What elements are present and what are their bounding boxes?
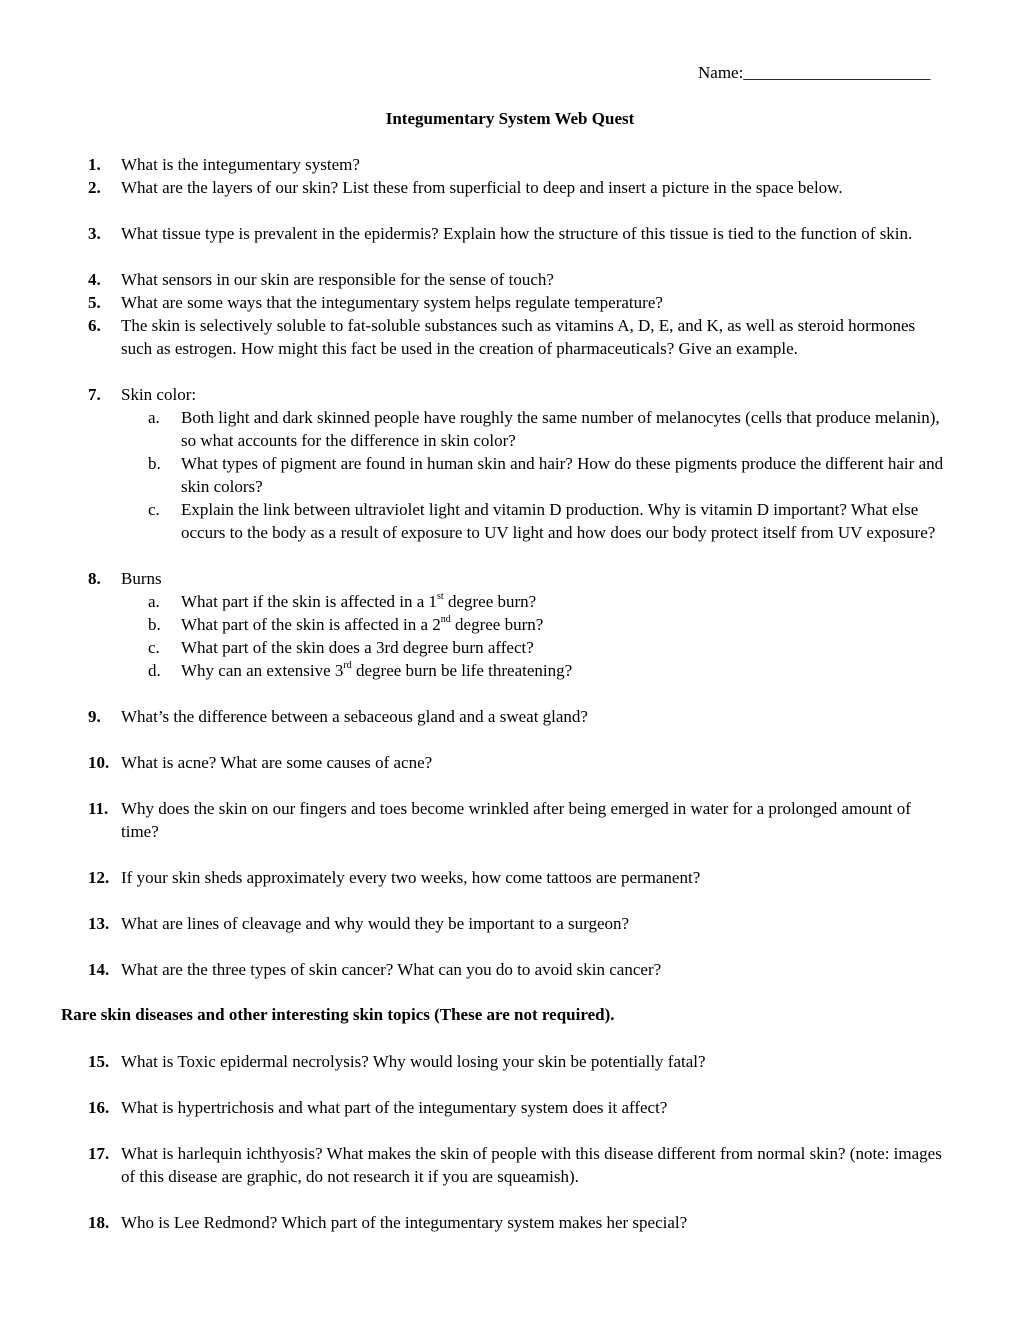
question-text: If your skin sheds approximately every two weeks, how come tattoos are permanent? bbox=[121, 868, 701, 887]
question-17 bbox=[88, 1142, 948, 1188]
subquestion-text: Both light and dark skinned people have roughly the same number of melanocytes (cells that produce melanin), so what accounts for the difference in skin color? bbox=[181, 408, 940, 450]
question-13 bbox=[88, 912, 948, 935]
question-text: What is the integumentary system? bbox=[121, 155, 360, 174]
question-text: What are the layers of our skin? List these from superficial to deep and insert a picture in the space below. bbox=[121, 178, 843, 197]
question-number: 13. bbox=[88, 914, 110, 933]
question-number: 15. bbox=[88, 1052, 110, 1071]
subquestion-text: What part of the skin is affected in a 2nd degree burn? bbox=[181, 614, 544, 634]
question-text: What’s the difference between a sebaceous gland and a sweat gland? bbox=[121, 707, 588, 726]
subquestion-letter: d. bbox=[148, 661, 161, 680]
question-7 bbox=[88, 383, 948, 406]
question-text: Burns bbox=[121, 569, 162, 588]
question-text: What are the three types of skin cancer? What can you do to avoid skin cancer? bbox=[121, 960, 662, 979]
subquestion-text: Explain the link between ultraviolet light and vitamin D production. Why is vitamin D important? What else occurs to the body as a result of exposure to UV light and how does our body protect itself from UV exposure? bbox=[181, 500, 936, 542]
question-number: 18. bbox=[88, 1213, 110, 1232]
question-number: 16. bbox=[88, 1098, 110, 1117]
subquestion-text: What types of pigment are found in human skin and hair? How do these pigments produce the different hair and skin colors? bbox=[181, 454, 944, 496]
skin-color-subquestion-a bbox=[148, 406, 948, 452]
subquestion-letter: b. bbox=[148, 615, 161, 634]
question-6 bbox=[88, 314, 948, 360]
question-number: 7. bbox=[88, 385, 101, 404]
ordinal-suffix: nd bbox=[440, 614, 451, 626]
question-text: What is Toxic epidermal necrolysis? Why would losing your skin be potentially fatal? bbox=[121, 1052, 706, 1071]
question-number: 1. bbox=[88, 155, 101, 174]
question-9 bbox=[88, 705, 948, 728]
question-number: 4. bbox=[88, 270, 101, 289]
skin-color-subquestion-c bbox=[148, 498, 948, 544]
question-number: 17. bbox=[88, 1144, 110, 1163]
subquestion-letter: c. bbox=[148, 500, 160, 519]
question-text: What tissue type is prevalent in the epidermis? Explain how the structure of this tissue is tied to the function of skin. bbox=[121, 224, 913, 243]
subquestion-text: Why can an extensive 3rd degree burn be life threatening? bbox=[181, 660, 573, 680]
question-1 bbox=[88, 153, 948, 176]
question-text: What are some ways that the integumentary system helps regulate temperature? bbox=[121, 293, 663, 312]
question-text: What is acne? What are some causes of acne? bbox=[121, 753, 433, 772]
question-number: 6. bbox=[88, 316, 101, 335]
question-8 bbox=[88, 567, 948, 590]
question-number: 5. bbox=[88, 293, 101, 312]
optional-section-heading: Rare skin diseases and other interesting skin topics (These are not required). bbox=[61, 1005, 615, 1024]
question-10 bbox=[88, 751, 948, 774]
question-text: Skin color: bbox=[121, 385, 197, 404]
subquestion-letter: a. bbox=[148, 408, 160, 427]
question-number: 9. bbox=[88, 707, 101, 726]
question-text: Who is Lee Redmond? Which part of the integumentary system makes her special? bbox=[121, 1213, 688, 1232]
question-number: 12. bbox=[88, 868, 110, 887]
subquestion-letter: c. bbox=[148, 638, 160, 657]
question-text: The skin is selectively soluble to fat-soluble substances such as vitamins A, D, E, and K, as well as steroid hormones such as estrogen. How might this fact be used in the creation of pharmaceuticals? Give an example. bbox=[121, 316, 916, 358]
ordinal-suffix: rd bbox=[343, 660, 352, 672]
question-text: What are lines of cleavage and why would they be important to a surgeon? bbox=[121, 914, 630, 933]
question-number: 8. bbox=[88, 569, 101, 588]
question-number: 2. bbox=[88, 178, 101, 197]
subquestion-text: What part of the skin does a 3rd degree burn affect? bbox=[181, 638, 534, 657]
subquestion-text: What part if the skin is affected in a 1st degree burn? bbox=[181, 591, 537, 611]
question-11 bbox=[88, 797, 948, 843]
name-field-label: Name:______________________ bbox=[698, 63, 931, 82]
subquestion-letter: a. bbox=[148, 592, 160, 611]
burns-subquestion-a bbox=[148, 590, 948, 613]
question-text: What is hypertrichosis and what part of the integumentary system does it affect? bbox=[121, 1098, 668, 1117]
question-text: What is harlequin ichthyosis? What makes the skin of people with this disease different from normal skin? (note: images of this disease are graphic, do not research it if you are squeamish). bbox=[121, 1144, 942, 1186]
question-15 bbox=[88, 1050, 948, 1073]
question-14 bbox=[88, 958, 948, 981]
page-title: Integumentary System Web Quest bbox=[385, 109, 635, 128]
ordinal-suffix: st bbox=[437, 591, 444, 603]
question-number: 14. bbox=[88, 960, 110, 979]
burns-subquestion-c bbox=[148, 636, 948, 659]
skin-color-subquestion-b bbox=[148, 452, 948, 498]
question-number: 3. bbox=[88, 224, 101, 243]
question-3 bbox=[88, 222, 948, 245]
question-number: 11. bbox=[88, 799, 109, 818]
question-2 bbox=[88, 176, 948, 199]
subquestion-letter: b. bbox=[148, 454, 161, 473]
question-16 bbox=[88, 1096, 948, 1119]
question-text: Why does the skin on our fingers and toes become wrinkled after being emerged in water for a prolonged amount of time? bbox=[121, 799, 911, 841]
question-18 bbox=[88, 1211, 948, 1234]
question-text: What sensors in our skin are responsible for the sense of touch? bbox=[121, 270, 554, 289]
question-12 bbox=[88, 866, 948, 889]
question-4 bbox=[88, 268, 948, 291]
burns-subquestion-d bbox=[148, 659, 948, 682]
question-number: 10. bbox=[88, 753, 110, 772]
question-5 bbox=[88, 291, 948, 314]
burns-subquestion-b bbox=[148, 613, 948, 636]
